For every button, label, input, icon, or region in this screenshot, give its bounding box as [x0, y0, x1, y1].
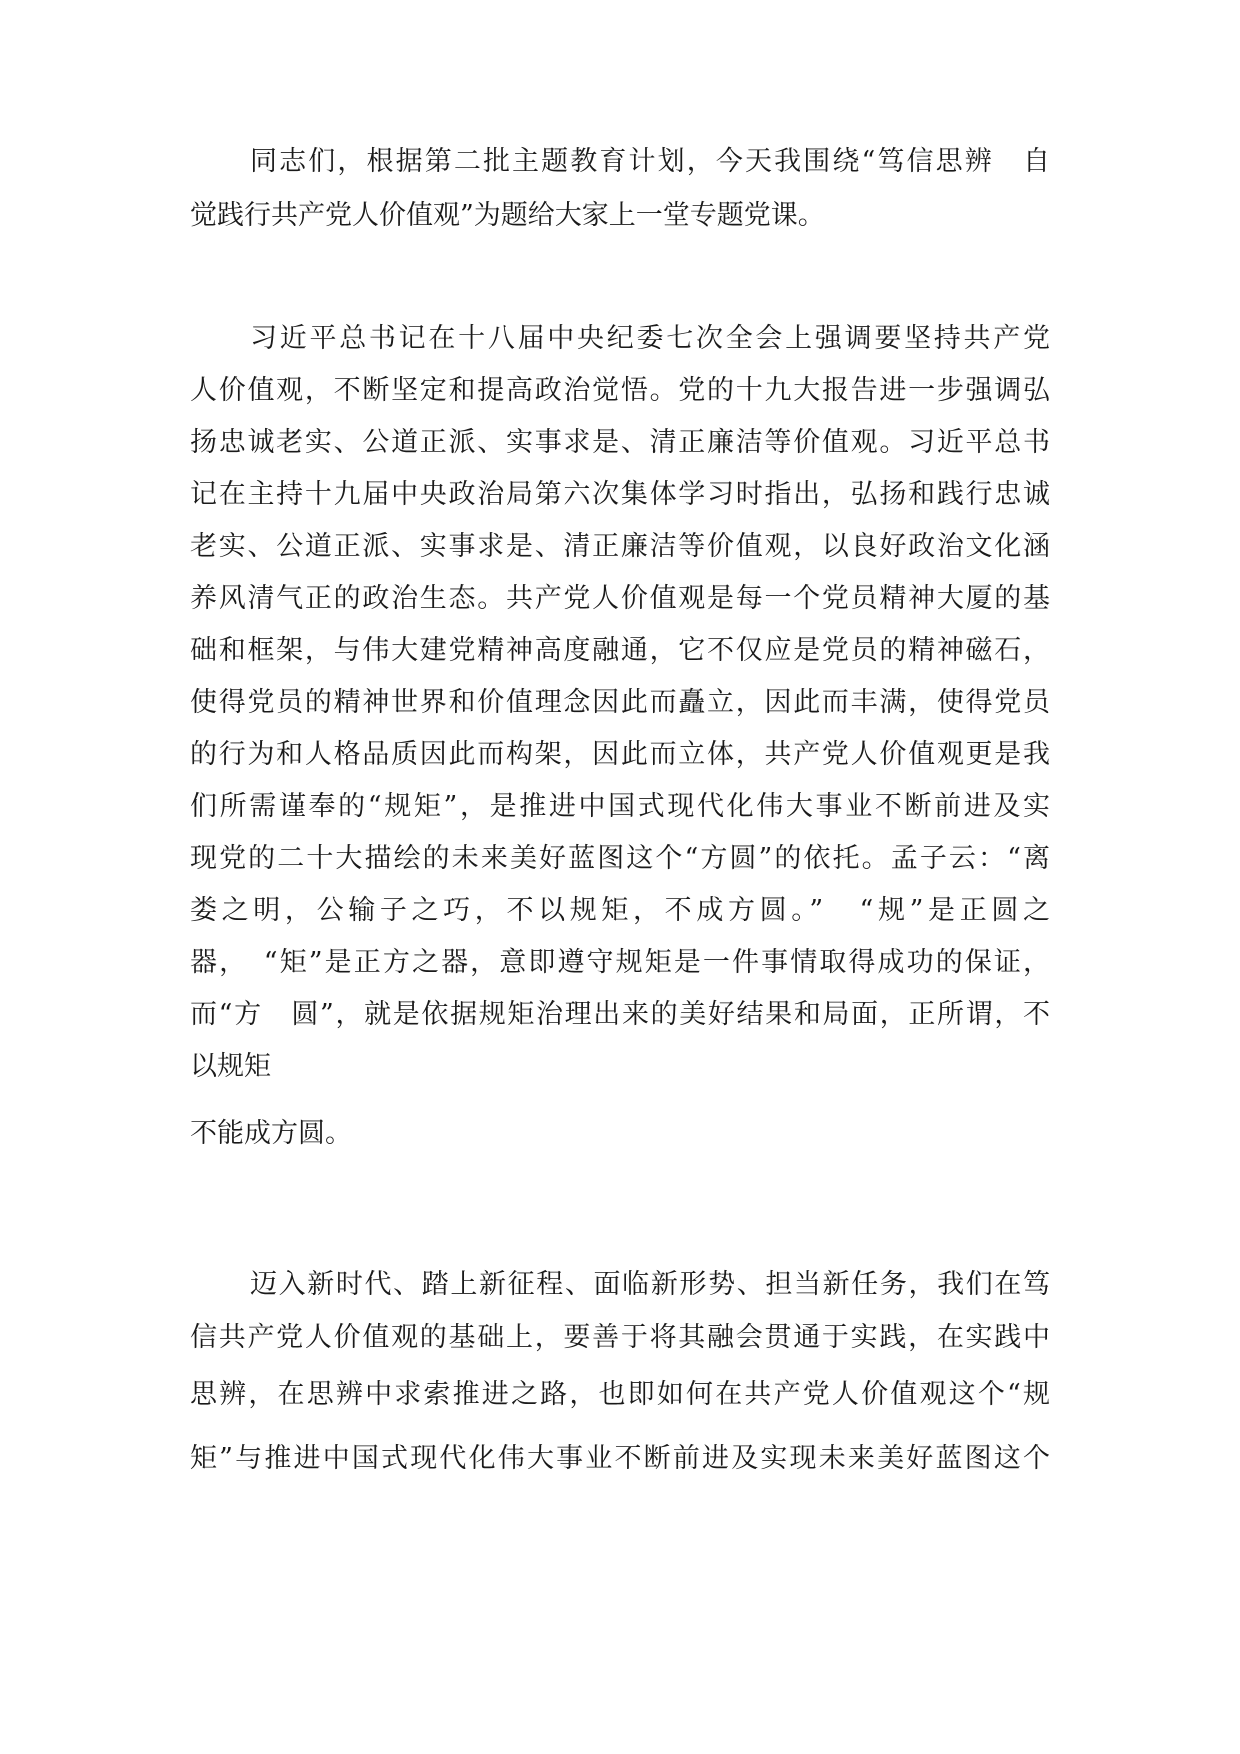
paragraph-2-line-1: 习近平总书记在十八届中央纪委七次全会上强调要坚持共产党: [250, 323, 1050, 354]
paragraph-2-line-14: 而“方 圆”，就是依据规矩治理出来的美好结果和局面，正所谓，不: [190, 999, 1050, 1030]
paragraph-2-line-16: 不能成方圆。: [190, 1118, 352, 1149]
paragraph-3-line-2: 信共产党人价值观的基础上，要善于将其融会贯通于实践，在实践中: [190, 1322, 1050, 1353]
paragraph-2-line-6: 养风清气正的政治生态。共产党人价值观是每一个党员精神大厦的基: [190, 583, 1050, 614]
paragraph-2-line-8: 使得党员的精神世界和价值理念因此而矗立，因此而丰满，使得党员: [190, 687, 1050, 718]
paragraph-2-line-9: 的行为和人格品质因此而构架，因此而立体，共产党人价值观更是我: [190, 739, 1050, 770]
paragraph-2-line-10: 们所需谨奉的“规矩”，是推进中国式现代化伟大事业不断前进及实: [190, 791, 1050, 822]
paragraph-1-line-1: 同志们，根据第二批主题教育计划，今天我围绕“笃信思辨 自: [250, 146, 1050, 177]
paragraph-2-line-2: 人价值观，不断坚定和提高政治觉悟。党的十九大报告进一步强调弘: [190, 375, 1050, 406]
paragraph-2-line-12: 娄之明，公输子之巧，不以规矩，不成方圆。” “规”是正圆之: [190, 895, 1050, 926]
paragraph-2-line-13: 器， “矩”是正方之器，意即遵守规矩是一件事情取得成功的保证，: [190, 947, 1050, 978]
paragraph-3-line-4: 矩”与推进中国式现代化伟大事业不断前进及实现未来美好蓝图这个: [190, 1443, 1050, 1474]
paragraph-2-line-3: 扬忠诚老实、公道正派、实事求是、清正廉洁等价值观。习近平总书: [190, 427, 1050, 458]
paragraph-2-line-11: 现党的二十大描绘的未来美好蓝图这个“方圆”的依托。孟子云：“离: [190, 843, 1050, 874]
paragraph-1-line-2: 觉践行共产党人价值观”为题给大家上一堂专题党课。: [190, 200, 825, 231]
paragraph-3-line-1: 迈入新时代、踏上新征程、面临新形势、担当新任务，我们在笃: [250, 1269, 1050, 1300]
paragraph-2-line-15: 以规矩: [190, 1051, 271, 1082]
paragraph-2-line-4: 记在主持十九届中央政治局第六次集体学习时指出，弘扬和践行忠诚: [190, 479, 1050, 510]
paragraph-3-line-3: 思辨，在思辨中求索推进之路，也即如何在共产党人价值观这个“规: [190, 1379, 1050, 1410]
paragraph-2-line-5: 老实、公道正派、实事求是、清正廉洁等价值观，以良好政治文化涵: [190, 531, 1050, 562]
paragraph-2-line-7: 础和框架，与伟大建党精神高度融通，它不仅应是党员的精神磁石，: [190, 635, 1050, 666]
